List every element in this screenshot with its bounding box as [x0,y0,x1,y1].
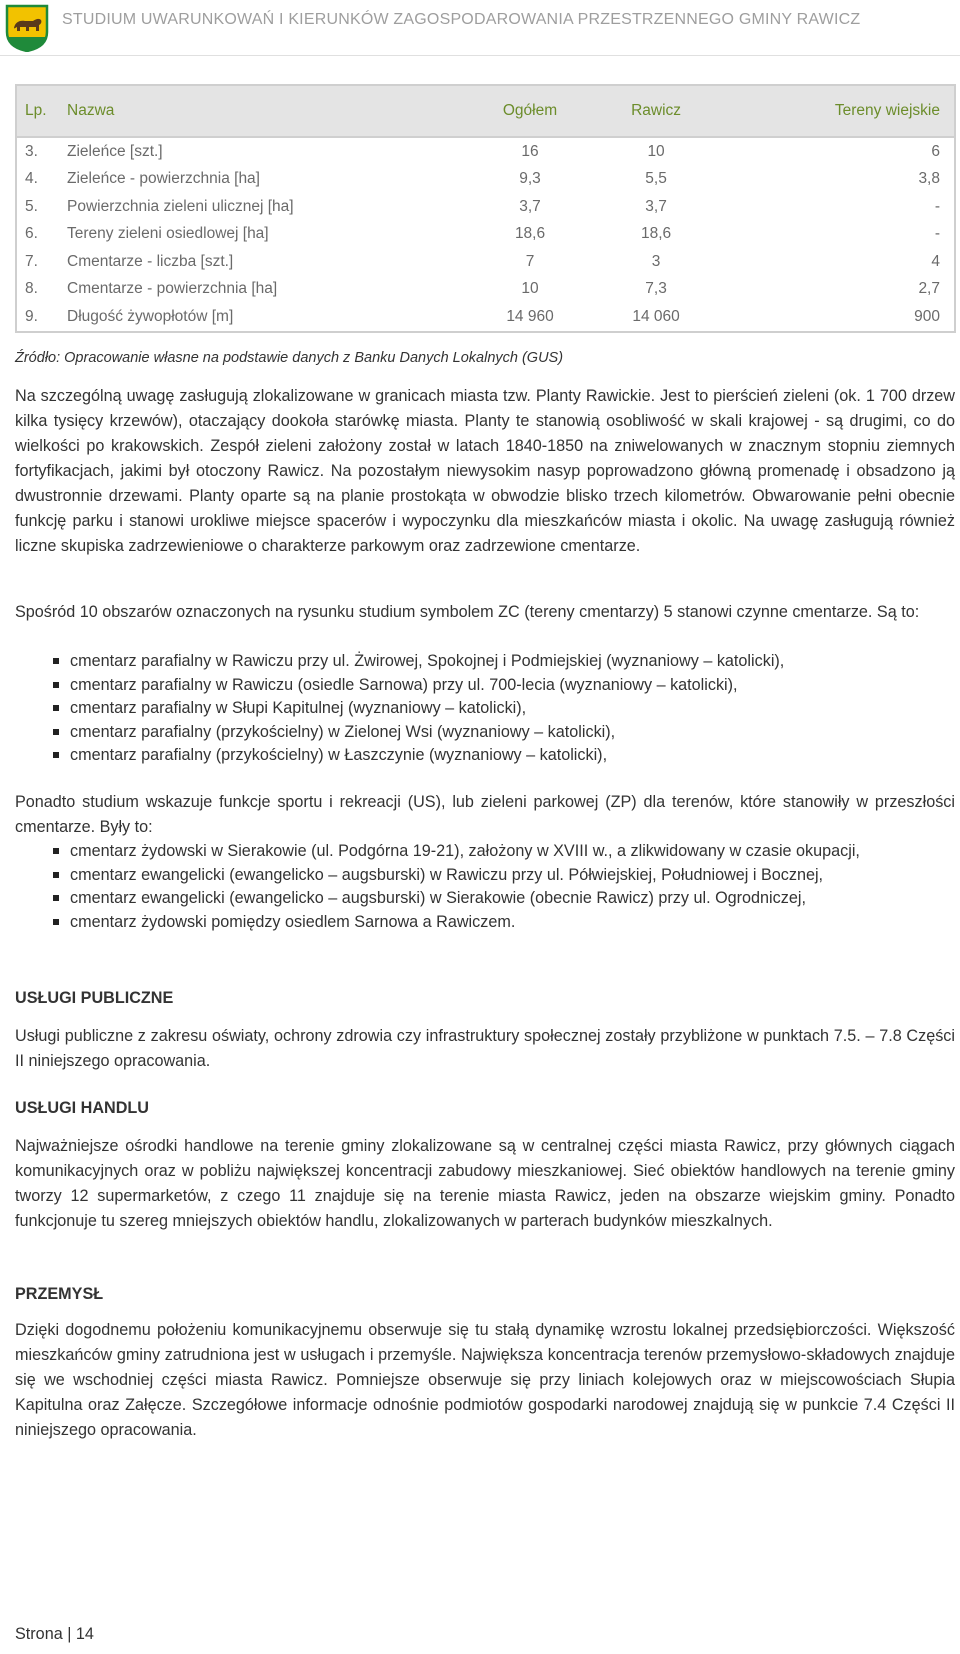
bear-crest-icon [5,4,49,52]
list-item [15,674,955,698]
list-item-text: cmentarz parafialny (przykościelny) w Zielonej Wsi (wyznaniowy – katolicki), [70,722,616,741]
active-cemeteries-list [15,650,955,768]
bullet-icon [53,848,59,854]
cell-nazwa: Zieleńce [szt.] [67,142,163,160]
list-item [15,911,955,935]
cell-tereny-wiejskie: 2,7 [717,276,956,304]
bullet-icon [53,682,59,688]
cell-lp: 6. [15,221,59,249]
paragraph-uslugi-publiczne: Usługi publiczne z zakresu oświaty, ochrony zdrowia czy infrastruktury społecznej zostały przybliżone w punktach 7.5. – 7.8 Części II niniejszego opracowania. [15,1027,955,1070]
cell-ogolem: 18,6 [514,225,546,243]
table-row [15,138,956,166]
cell-rawicz: 3,7 [645,197,667,215]
table-row [15,303,956,333]
cell-nazwa: Cmentarze - liczba [szt.] [67,252,234,270]
table-row [15,193,956,221]
bullet-icon [53,872,59,878]
cell-lp: 8. [15,276,59,304]
list-item [15,887,955,911]
cell-rawicz: 3 [651,252,661,270]
cell-rawicz: 14 060 [595,303,717,333]
paragraph-uslugi-handlu: Najważniejsze ośrodki handlowe na terenie gminy zlokalizowane są w centralnej części miasta Rawicz, przy głównych ciągach komunikacyjnych oraz w pobliżu największej koncentracji zabudowy mieszkaniowej. Sieć obiektów handlowych na terenie gminy tworzy 12 supermarketów, z czego 11 znajduje się na terenie miasta Rawicz, jeden na obszarze wiejskim gminy. Ponadto funkcjonuje tu szereg mniejszych obiektów handlu, zlokalizowanych w parterach budynków mieszkalnych. [15,1137,955,1230]
cell-nazwa: Tereny zieleni osiedlowej [ha] [67,225,269,243]
page-number: 14 [75,1625,94,1643]
cell-rawicz: 18,6 [640,225,672,243]
bullet-icon [53,729,59,735]
cell-lp: 3. [15,138,59,166]
cell-ogolem: 14 960 [465,303,595,333]
cell-nazwa: Długość żywopłotów [m] [59,303,465,333]
cell-rawicz: 5,5 [645,170,667,188]
cell-lp: 4. [15,166,59,194]
bullet-icon [53,895,59,901]
page-footer [15,1625,94,1644]
table-row [15,248,956,276]
list-item [15,864,955,888]
cell-ogolem: 9,3 [519,170,541,188]
former-cemeteries-list [15,840,955,934]
list-item-text: cmentarz parafialny w Słupi Kapitulnej (wyznaniowy – katolicki), [70,699,527,718]
list-item-text: cmentarz parafialny w Rawiczu przy ul. Żwirowej, Spokojnej i Podmiejskiej (wyznaniowy – katolicki), [70,652,785,670]
section-heading-uslugi-handlu: USŁUGI HANDLU [15,1099,149,1117]
cell-tereny-wiejskie: - [717,221,956,249]
list-item-text: cmentarz parafialny (przykościelny) w Łaszczynie (wyznaniowy – katolicki), [70,746,608,765]
cell-rawicz: 10 [647,142,665,160]
statistics-table [15,84,956,333]
page-header [0,0,960,56]
bullet-icon [53,658,59,664]
cell-tereny-wiejskie: 3,8 [717,166,956,194]
cell-tereny-wiejskie: 6 [717,138,956,166]
table-row [15,221,956,249]
cell-lp: 7. [15,248,59,276]
paragraph-former-cemeteries-intro: Ponadto studium wskazuje funkcje sportu i rekreacji (US), lub zieleni parkowej (ZP) dla terenów, które stanowiły w przeszłości cmentarze. Były to: [15,793,955,836]
column-header-nazwa: Nazwa [59,84,465,138]
column-header-tereny-wiejskie: Tereny wiejskie [717,84,956,138]
list-item [15,697,955,721]
bullet-icon [53,705,59,711]
list-item [15,744,955,768]
cell-lp: 9. [15,303,59,333]
cell-tereny-wiejskie: 4 [717,248,956,276]
cell-lp: 5. [15,193,59,221]
table-row [15,276,956,304]
list-item-text: cmentarz ewangelicki (ewangelicko – augsburski) w Sierakowie (obecnie Rawicz) przy ul. Ogrodniczej, [70,889,806,908]
cell-rawicz: 7,3 [645,280,667,298]
header-divider [0,55,960,56]
list-item-text: cmentarz parafialny w Rawiczu (osiedle Sarnowa) przy ul. 700-lecia (wyznaniowy – katolicki), [70,675,738,694]
bullet-icon [53,919,59,925]
paragraph-planty: Na szczególną uwagę zasługują zlokalizowane w granicach miasta tzw. Planty Rawickie. Jest to pierścień zieleni (ok. 1 700 drzew kilka tysięcy krzewów), otaczający dookoła starówkę miasta. Planty te stanowią osobliwość w skali krajowej - są drugimi, co do wielkości po krakowskich. Zespół zieleni założony został w latach 1840-1850 na zniwelowanych w znacznym stopniu ziemnych fortyfikacjach, jakimi był otoczony Rawicz. Na pozostałym niewysokim nasyp poprowadzono główną promenadę i obsadzono ją dwustronnie drzewami. Planty oparte są na planie prostokąta w obwodzie blisko trzech kilometrów. Obwarowanie pełni obecnie funkcję parku i stanowi urokliwe miejsce spacerów i wypoczynku dla mieszkańców miasta i okolic. Na uwagę zasługują również liczne skupiska zadrzewieniowe o charakterze parkowym oraz zadrzewione cmentarze. [15,387,955,555]
list-item-text: cmentarz żydowski w Sierakowie (ul. Podgórna 19-21), założony w XVIII w., a zlikwidowany w czasie okupacji, [70,842,860,860]
column-header-lp: Lp. [15,84,59,138]
list-item [15,721,955,745]
section-heading-uslugi-publiczne: USŁUGI PUBLICZNE [15,989,174,1007]
cell-nazwa: Cmentarze - powierzchnia [ha] [67,280,278,298]
cell-tereny-wiejskie: 900 [717,303,956,333]
section-heading-przemysl: PRZEMYSŁ [15,1285,104,1303]
table-header-row [15,84,956,138]
footer-separator: | [67,1625,72,1643]
cell-ogolem: 16 [521,142,539,160]
table-row [15,166,956,194]
column-header-ogolem: Ogółem [465,84,595,138]
bullet-icon [53,752,59,758]
table-source-note: Źródło: Opracowanie własne na podstawie danych z Banku Danych Lokalnych (GUS) [15,350,564,366]
paragraph-cemeteries-intro: Spośród 10 obszarów oznaczonych na rysunku studium symbolem ZC (tereny cmentarzy) 5 stanowi czynne cmentarze. Są to: [15,603,920,621]
page-label: Strona [15,1625,63,1643]
cell-tereny-wiejskie: - [717,193,956,221]
cell-ogolem: 3,7 [519,197,541,215]
paragraph-przemysl: Dzięki dogodnemu położeniu komunikacyjnemu obserwuje się tu stałą dynamikę wzrostu lokalnej przedsiębiorczości. Większość mieszkańców gminy zatrudniona jest w usługach i przemyśle. Największa koncentracja terenów przemysłowo-składowych znajduje się we wschodniej części miasta Rawicz. Pomniejsze obserwuje się przy liniach kolejowych oraz w miejscowościach Słupia Kapitulna oraz Załęcze. Szczegółowe informacje odnośnie podmiotów gospodarki narodowej znajdują się w punkcie 7.4 Części II niniejszego opracowania. [15,1321,955,1439]
list-item-text: cmentarz żydowski pomiędzy osiedlem Sarnowa a Rawiczem. [70,912,516,931]
list-item-text: cmentarz ewangelicki (ewangelicko – augsburski) w Rawiczu przy ul. Półwiejskiej, Południowej i Bocznej, [70,865,824,884]
cell-nazwa: Powierzchnia zieleni ulicznej [ha] [67,197,294,215]
list-item [15,840,955,864]
document-title: STUDIUM UWARUNKOWAŃ I KIERUNKÓW ZAGOSPODAROWANIA PRZESTRZENNEGO GMINY RAWICZ [62,11,861,28]
cell-nazwa: Zieleńce - powierzchnia [ha] [67,170,260,188]
column-header-rawicz: Rawicz [595,84,717,138]
list-item [15,650,955,674]
cell-ogolem: 10 [521,280,539,298]
cell-ogolem: 7 [525,252,535,270]
